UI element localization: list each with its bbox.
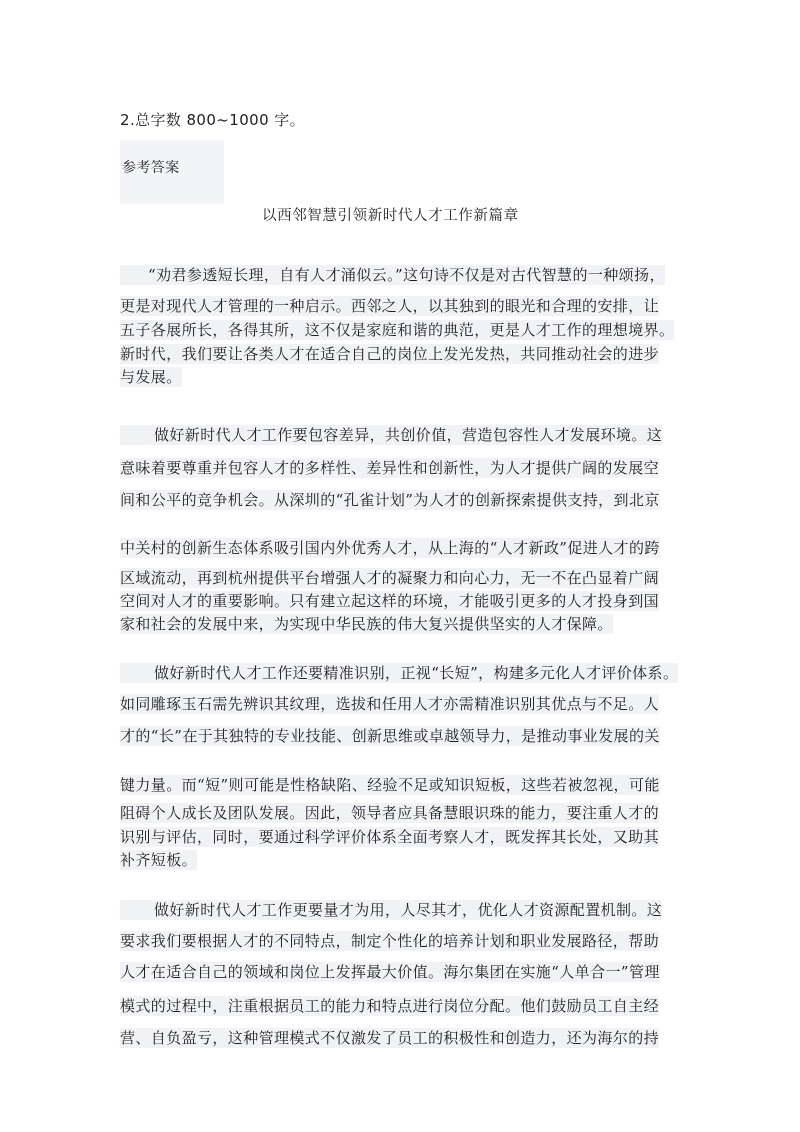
essay-title: 以西邻智慧引领新时代人才工作新篇章 xyxy=(262,208,519,224)
paragraph-4-line-1: 做好新时代人才工作更要量才为用，人尽其才，优化人才资源配置机制。这 xyxy=(120,900,662,920)
paragraph-1-line-5: 与发展。 xyxy=(120,368,182,386)
paragraph-2-line-4: 中关村的创新生态体系吸引国内外优秀人才，从上海的“人才新政”促进人才的跨 xyxy=(120,539,660,557)
paragraph-3-line-5: 阻碍个人成长及团队发展。因此，领导者应具备慧眼识珠的能力，要注重人才的 xyxy=(120,804,660,822)
paragraph-3-line-4: 键力量。而“短”则可能是性格缺陷、经验不足或知识短板，这些若被忽视，可能 xyxy=(120,776,660,794)
paragraph-3-line-2: 如同雕琢玉石需先辨识其纹理，选拔和任用人才亦需精准识别其优点与不足。人 xyxy=(120,695,660,713)
answer-label: 参考答案 xyxy=(122,160,180,176)
paragraph-3-line-1: 做好新时代人才工作还要精准识别，正视“长短”，构建多元化人才评价体系。 xyxy=(120,663,678,683)
paragraph-2-line-7: 家和社会的发展中来，为实现中华民族的伟大复兴提供坚实的人才保障。 xyxy=(120,615,613,633)
paragraph-4-line-2: 要求我们要根据人才的不同特点，制定个性化的培养计划和职业发展路径，帮助 xyxy=(120,932,660,950)
paragraph-3-line-6: 识别与评估，同时，要通过科学评价体系全面考察人才，既发挥其长处，又助其 xyxy=(120,828,660,846)
paragraph-4-line-3: 人才在适合自己的领域和岗位上发挥最大价值。海尔集团在实施“人单合一”管理 xyxy=(120,963,660,981)
paragraph-2-line-6: 空间对人才的重要影响。只有建立起这样的环境，才能吸引更多的人才投身到国 xyxy=(120,592,660,610)
paragraph-2-line-2: 意味着要尊重并包容人才的多样性、差异性和创新性，为人才提供广阔的发展空 xyxy=(120,459,660,477)
paragraph-3-line-3: 才的“长”在于其独特的专业技能、创新思维或卓越领导力，是推动事业发展的关 xyxy=(120,727,660,745)
paragraph-3-line-7: 补齐短板。 xyxy=(120,851,198,869)
paragraph-2-line-3: 间和公平的竞争机会。从深圳的“孔雀计划”为人才的创新探索提供支持，到北京 xyxy=(120,491,660,509)
paragraph-1-line-3: 五子各展所长，各得其所，这不仅是家庭和谐的典范，更是人才工作的理想境界。 xyxy=(120,321,675,339)
paragraph-1-line-1: “劝君参透短长理，自有人才涌似云。”这句诗不仅是对古代智慧的一种颂扬， xyxy=(120,265,665,285)
paragraph-2-line-5: 区域流动，再到杭州提供平台增强人才的凝聚力和向心力，无一不在凸显着广阔 xyxy=(120,569,660,587)
paragraph-4-line-5: 营、自负盈亏，这种管理模式不仅激发了员工的积极性和创造力，还为海尔的持 xyxy=(120,1029,660,1047)
paragraph-1-line-4: 新时代，我们要让各类人才在适合自己的岗位上发光发热，共同推动社会的进步 xyxy=(120,345,660,363)
paragraph-4-line-4: 模式的过程中，注重根据员工的能力和特点进行岗位分配。他们鼓励员工自主经 xyxy=(120,997,660,1015)
paragraph-1-line-2: 更是对现代人才管理的一种启示。西邻之人，以其独到的眼光和合理的安排，让 xyxy=(120,297,660,315)
requirement-text: 2.总字数 800~1000 字。 xyxy=(120,111,306,129)
paragraph-2-line-1: 做好新时代人才工作要包容差异，共创价值，营造包容性人才发展环境。这 xyxy=(120,425,662,445)
